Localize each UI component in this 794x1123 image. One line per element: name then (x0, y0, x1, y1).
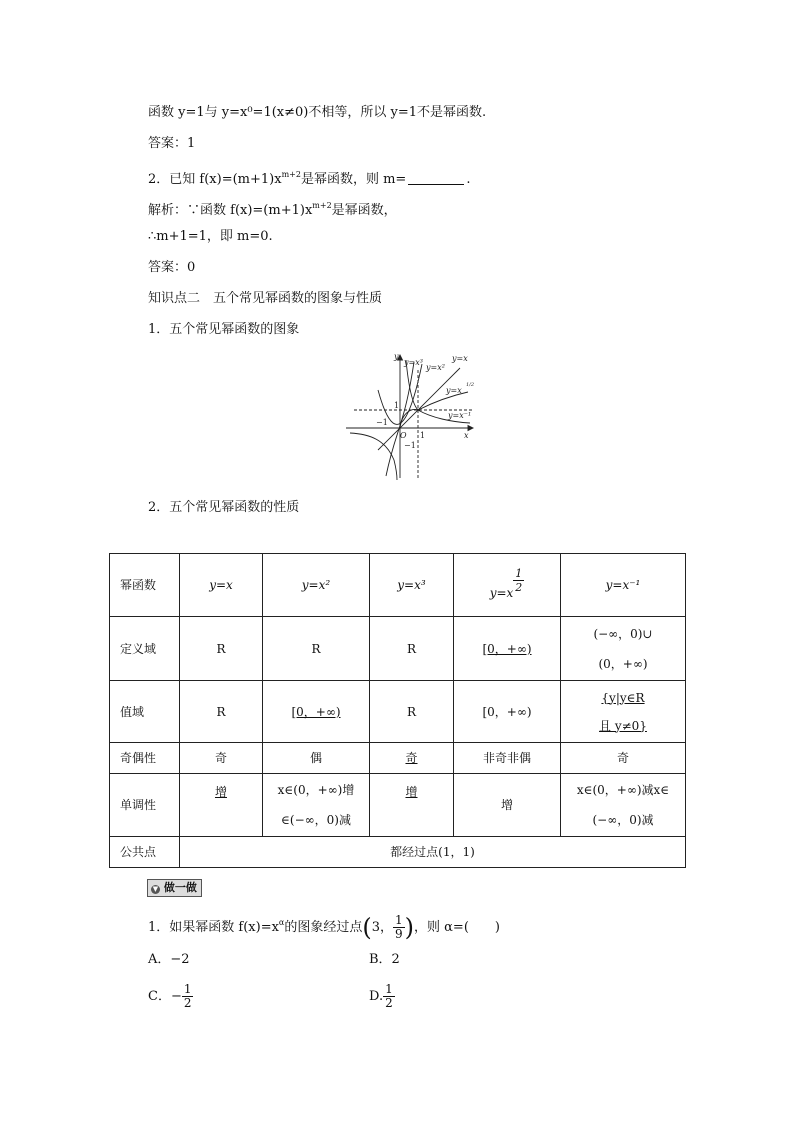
left-paren-icon: ( (362, 913, 372, 942)
table-cell: 奇 (180, 743, 263, 774)
table-cell: 增 (180, 774, 263, 837)
option-a[interactable]: A．−2 (148, 952, 190, 967)
tick-x-1: 1 (420, 431, 426, 440)
q1-point-x: 3， (371, 920, 393, 935)
table-cell: 偶 (263, 743, 370, 774)
table-cell: 奇 (561, 743, 686, 774)
option-d-prefix: D. (369, 989, 384, 1004)
question-2-part-a: 2．已知 f(x)=(m+1)x (148, 172, 282, 187)
table-cell: [0，+∞) (454, 617, 561, 681)
q1-text-c: ，则 α=( ) (414, 920, 500, 935)
range-inv-line2: 且 y≠0} (599, 718, 647, 733)
table-cell: 奇 (370, 743, 454, 774)
label-curve-sqrt-exp: 1/2 (466, 382, 475, 388)
tick-y-1: 1 (394, 401, 400, 410)
badge-chevron-icon: ▼ (152, 885, 159, 893)
text-line-1: 函数 y=1与 y=x⁰=1(x≠0)不相等，所以 y=1不是幂函数. (148, 105, 487, 120)
question-2 (148, 166, 470, 189)
exp-den: 2 (515, 581, 523, 594)
table-cell: 非奇非偶 (454, 743, 561, 774)
row-label-monotonicity: 单调性 (110, 774, 180, 837)
label-curve-x2: y=x² (426, 363, 445, 372)
table-cell: 增 (454, 774, 561, 837)
option-d-num: 1 (385, 982, 393, 996)
tick-y-neg1: −1 (404, 441, 416, 450)
table-cell: R (263, 617, 370, 681)
header-sqrt-base: y=x (489, 586, 514, 600)
domain-inv-line2: (0，+∞) (598, 656, 648, 671)
mono-x2-line2: ∈(−∞，0)减 (281, 813, 351, 827)
table-header-cell (454, 554, 561, 617)
subheading-properties: 2．五个常见幂函数的性质 (148, 500, 300, 515)
table-cell: R (370, 681, 454, 743)
label-curve-x3: y=x³ (404, 358, 423, 367)
table-row (110, 774, 686, 837)
table-cell (561, 681, 686, 743)
answer-blank[interactable] (408, 172, 464, 185)
solution-part-b: 是幂函数， (331, 203, 397, 218)
table-cell-common-point: 都经过点(1，1) (180, 837, 686, 868)
right-paren-icon: ) (404, 913, 415, 942)
table-cell (263, 774, 370, 837)
solution-conclusion: ∴m+1=1，即 m=0. (148, 229, 273, 244)
badge-label: 做一做 (163, 881, 197, 894)
properties-table (109, 553, 686, 868)
table-cell: 增 (370, 774, 454, 837)
option-b[interactable]: B．2 (369, 952, 400, 967)
solution-part-a: 解析：∵函数 f(x)=(m+1)x (148, 203, 313, 218)
table-header-cell: y=x (180, 554, 263, 617)
answer-2: 答案：0 (148, 260, 196, 275)
q1-exponent: α (278, 918, 285, 927)
table-row (110, 617, 686, 681)
question-2-part-b: 是幂函数，则 m= (300, 172, 407, 187)
question-1 (148, 908, 500, 943)
domain-inv-line1: (−∞，0)∪ (593, 626, 653, 641)
table-cell: [0，+∞) (263, 681, 370, 743)
try-it-badge (147, 879, 202, 897)
label-curve-sqrt: y=x (446, 386, 462, 395)
table-cell: [0，+∞) (454, 681, 561, 743)
row-label-common-point: 公共点 (110, 837, 180, 868)
option-c-den: 2 (183, 996, 192, 1010)
mono-inv-line1: x∈(0，+∞)减x∈ (576, 783, 670, 797)
exp-num: 1 (515, 567, 523, 580)
option-c-prefix: C．− (148, 989, 182, 1004)
x-axis-arrow (468, 426, 473, 431)
row-label-domain: 定义域 (110, 617, 180, 681)
table-cell: R (180, 617, 263, 681)
subheading-graph: 1．五个常见幂函数的图象 (148, 322, 300, 337)
q1-frac-num: 1 (395, 913, 403, 927)
option-c-fraction (182, 983, 194, 1010)
option-d-fraction (383, 983, 395, 1010)
label-origin: O (400, 431, 407, 440)
table-cell (561, 774, 686, 837)
table-header-cell: y=x² (263, 554, 370, 617)
row-label-parity: 奇偶性 (110, 743, 180, 774)
q1-text-b: 的图象经过点 (284, 920, 363, 935)
option-d[interactable] (369, 982, 395, 1012)
header-sqrt-exponent (513, 567, 524, 594)
table-row (110, 681, 686, 743)
curve-y-x (378, 368, 460, 450)
table-cell (561, 617, 686, 681)
label-x-axis: x (464, 431, 469, 440)
label-y-axis: y (394, 352, 399, 361)
question-2-period: . (466, 172, 471, 187)
range-inv-line1: {y|y∈R (601, 690, 645, 705)
table-cell: R (180, 681, 263, 743)
tick-x-neg1: −1 (376, 418, 388, 427)
mono-x2-line1: x∈(0，+∞)增 (277, 783, 355, 797)
curve-y-inv-left (350, 433, 397, 480)
table-row (110, 743, 686, 774)
section-heading: 知识点二 五个常见幂函数的图象与性质 (148, 291, 383, 306)
table-header-cell: y=x⁻¹ (561, 554, 686, 617)
question-2-exponent: m+2 (281, 170, 301, 179)
option-d-den: 2 (385, 996, 393, 1010)
table-row (110, 554, 686, 617)
mono-inv-line2: (−∞，0)减 (592, 813, 654, 827)
answer-1: 答案：1 (148, 136, 196, 151)
label-curve-inv: y=x⁻¹ (448, 411, 472, 420)
row-label-range: 值域 (110, 681, 180, 743)
table-cell: R (370, 617, 454, 681)
q1-text-a: 1．如果幂函数 f(x)=x (148, 920, 279, 935)
table-header-cell: y=x³ (370, 554, 454, 617)
table-header-cell: 幂函数 (110, 554, 180, 617)
option-c-num: 1 (183, 982, 192, 996)
table-row (110, 837, 686, 868)
q1-frac-den: 9 (395, 927, 403, 941)
solution-exponent: m+2 (312, 201, 332, 210)
option-c[interactable] (148, 982, 193, 1012)
power-functions-graph (342, 350, 478, 482)
solution-line (148, 197, 397, 220)
label-curve-x: y=x (452, 354, 468, 363)
q1-fraction (393, 914, 405, 941)
